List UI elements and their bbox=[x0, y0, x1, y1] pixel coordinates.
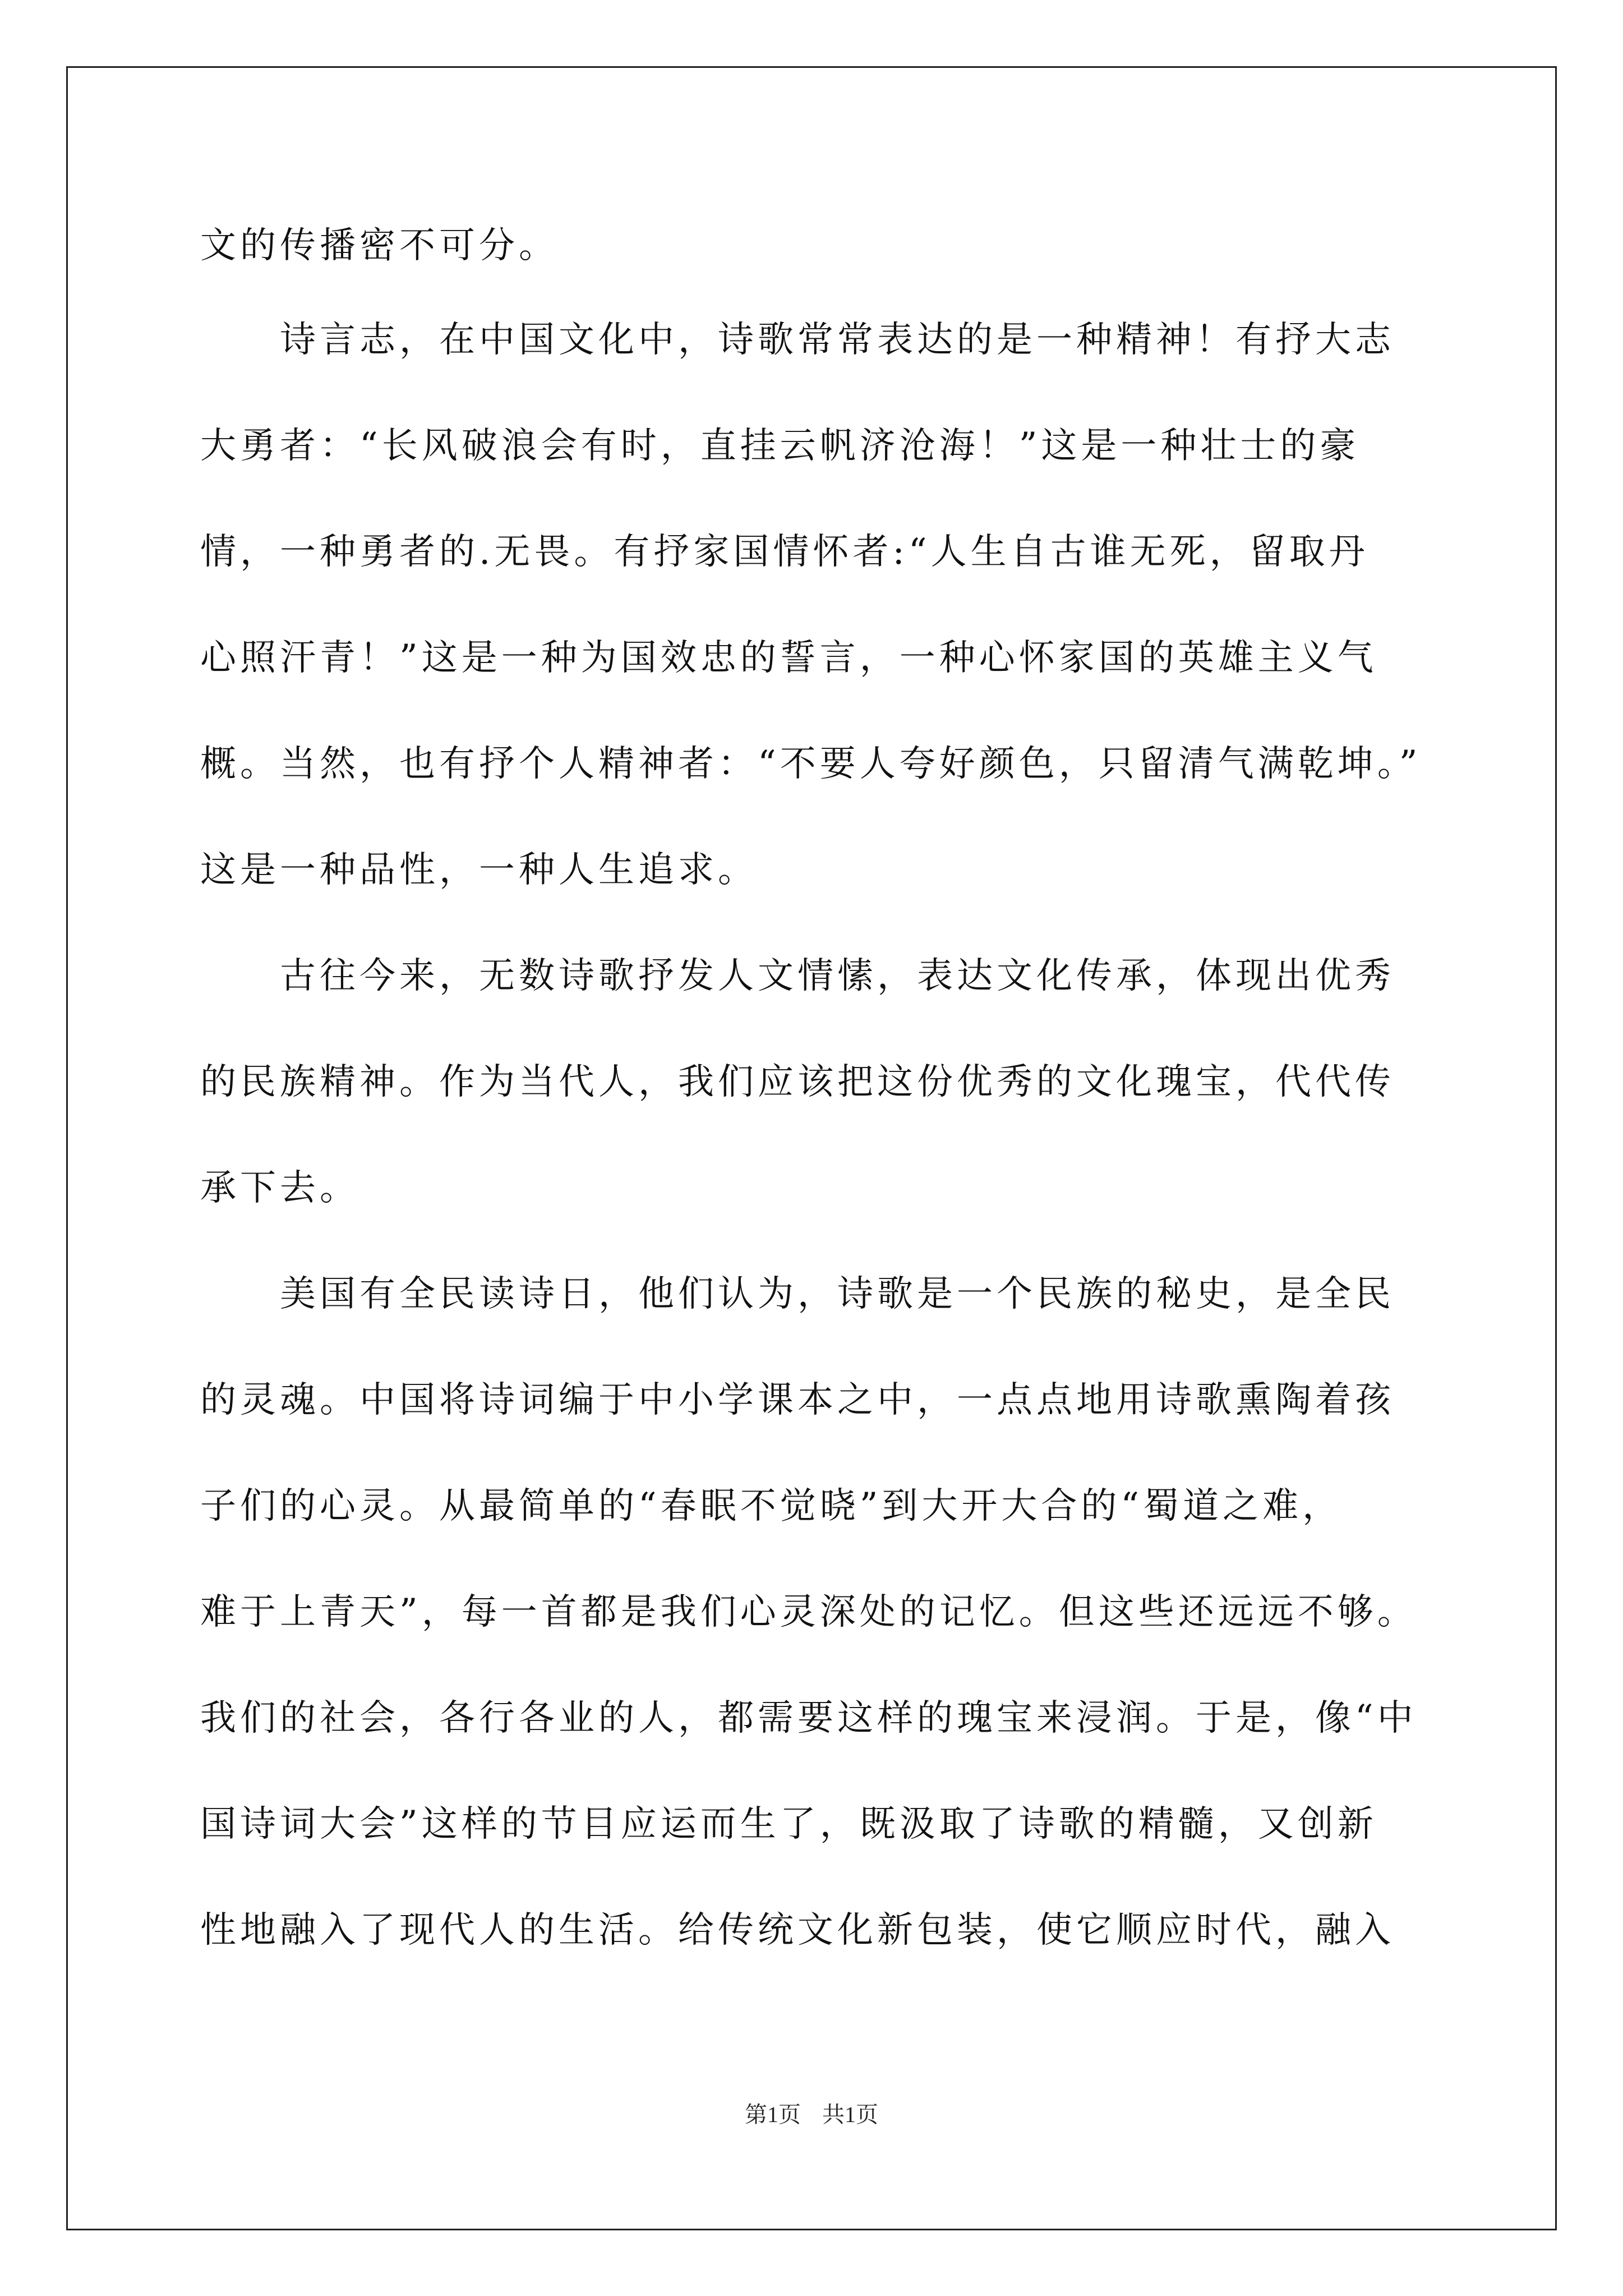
text-line: 承下去。 bbox=[200, 1167, 359, 1209]
text-line: 这是一种品性，一种人生追求。 bbox=[200, 849, 758, 891]
text-line: 文的传播密不可分。 bbox=[200, 225, 559, 266]
page-footer bbox=[0, 2098, 1623, 2132]
text-line: 的民族精神。作为当代人，我们应该把这份优秀的文化瑰宝，代代传 bbox=[200, 1061, 1395, 1103]
text-line: 概。当然，也有抒个人精神者：“不要人夸好颜色，只留清气满乾坤。” bbox=[200, 743, 1422, 785]
text-line: 古往今来，无数诗歌抒发人文情愫，表达文化传承，体现出优秀 bbox=[200, 955, 1395, 997]
text-line: 国诗词大会”这样的节目应运而生了，既汲取了诗歌的精髓，又创新 bbox=[200, 1803, 1377, 1845]
page-number: 第1页 bbox=[745, 2102, 801, 2127]
text-line: 难于上青天”，每一首都是我们心灵深处的记忆。但这些还远远不够。 bbox=[200, 1591, 1417, 1633]
text-line: 诗言志，在中国文化中，诗歌常常表达的是一种精神！有抒大志 bbox=[200, 319, 1395, 361]
text-line: 大勇者：“长风破浪会有时，直挂云帆济沧海！”这是一种壮士的豪 bbox=[200, 425, 1360, 467]
text-line: 情，一种勇者的.无畏。有抒家国情怀者:“人生自古谁无死，留取丹 bbox=[200, 531, 1369, 573]
text-line: 子们的心灵。从最简单的“春眠不觉晓”到大开大合的“蜀道之难， bbox=[200, 1485, 1343, 1527]
text-line: 我们的社会，各行各业的人，都需要这样的瑰宝来浸润。于是，像“中 bbox=[200, 1697, 1417, 1739]
text-line: 的灵魂。中国将诗词编于中小学课本之中，一点点地用诗歌熏陶着孩 bbox=[200, 1379, 1395, 1421]
text-line: 心照汗青！”这是一种为国效忠的誓言，一种心怀家国的英雄主义气 bbox=[200, 637, 1377, 679]
text-line: 美国有全民读诗日，他们认为，诗歌是一个民族的秘史，是全民 bbox=[200, 1273, 1395, 1315]
text-line: 性地融入了现代人的生活。给传统文化新包装，使它顺应时代，融入 bbox=[200, 1910, 1395, 1951]
page-total: 共1页 bbox=[822, 2102, 878, 2127]
